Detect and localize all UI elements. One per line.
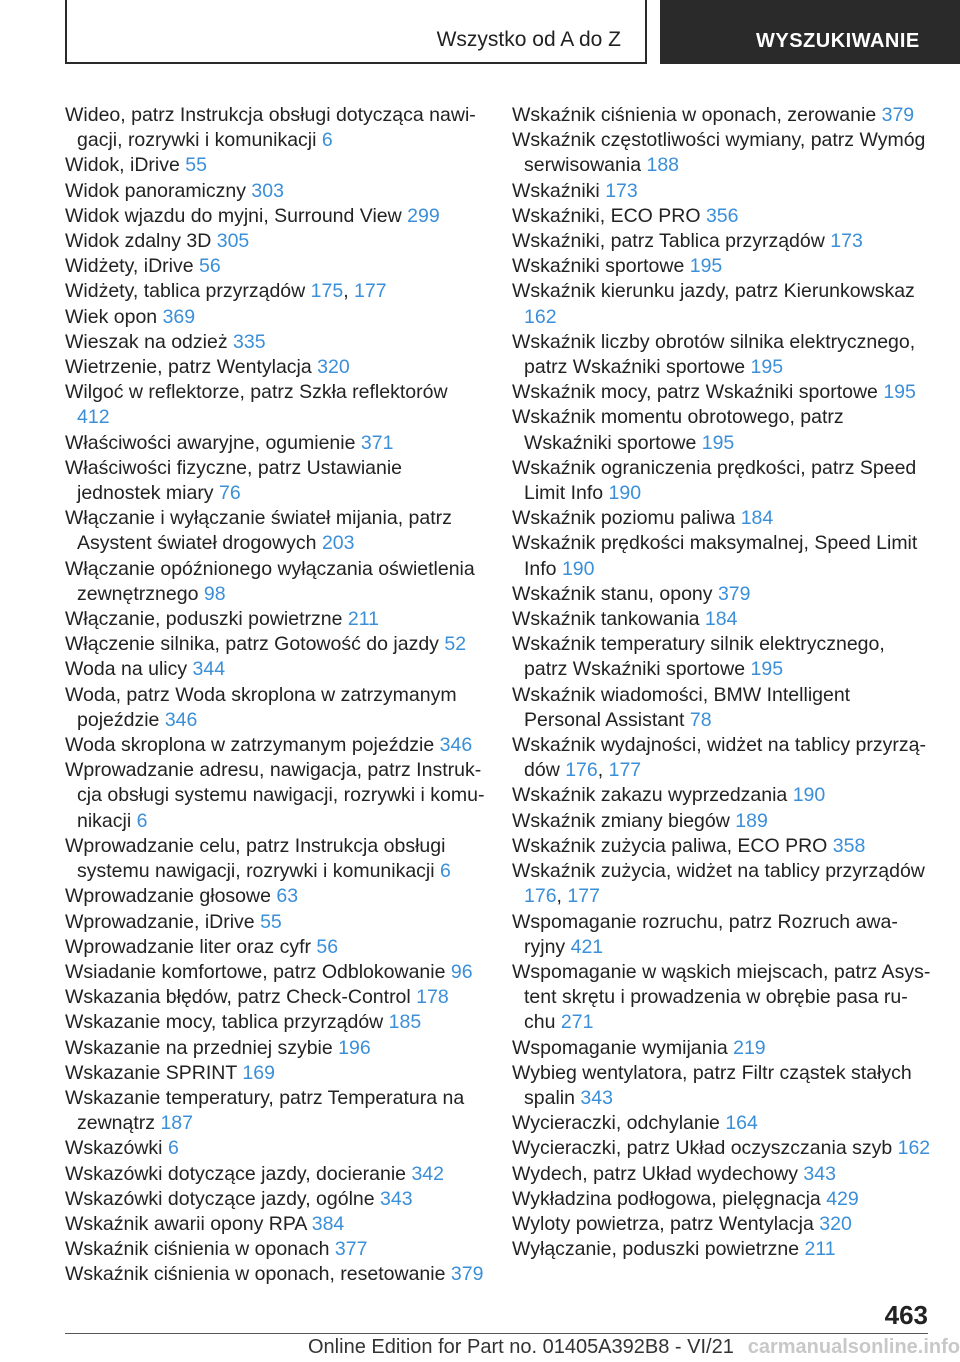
page-reference-link[interactable]: 343 (580, 1086, 613, 1109)
index-entry (512, 204, 932, 229)
index-entry (512, 103, 932, 128)
page-reference-link[interactable]: 164 (725, 1112, 758, 1135)
index-entry-text: Widok zdalny 3D (65, 230, 212, 253)
page-reference-link[interactable]: 188 (646, 154, 680, 177)
index-entry-text: Woda skroplona w zatrzymanym pojeździe (65, 734, 435, 757)
index-entry (65, 1212, 485, 1237)
index-entry (512, 456, 932, 506)
index-entry-text: Wskaźnik temperatury silnik elektrycznego, patrz Wskaźniki sportowe (512, 633, 885, 681)
page-reference-link[interactable]: 195 (750, 658, 784, 681)
index-entry-text: Widżety, iDrive (65, 255, 194, 278)
page-reference-link[interactable]: 173 (605, 179, 638, 202)
page-reference-link[interactable]: 76 (218, 482, 241, 505)
index-entry (512, 531, 932, 581)
page-reference-link[interactable]: 177 (567, 885, 600, 908)
page-reference-link[interactable]: 219 (733, 1036, 766, 1059)
index-entry-text: Wspomaganie wymijania (512, 1036, 728, 1059)
index-entry-text: Wskaźnik zmiany biegów (512, 809, 730, 832)
index-entry (512, 834, 932, 859)
page-reference-link[interactable]: 185 (388, 1011, 422, 1034)
index-entry: Widżety, tablica przyrządów 175, 177 (65, 280, 387, 303)
index-entry-text: Wiek opon (65, 305, 158, 328)
index-entry-text: Widok wjazdu do myjni, Surround View (65, 204, 402, 227)
tab-search[interactable]: WYSZUKIWANIE (660, 0, 960, 64)
index-entry-text: Włączanie, poduszki powietrzne (65, 608, 343, 631)
index-entry (65, 103, 485, 153)
index-entry (512, 683, 932, 733)
index-entry-text: Woda, patrz Woda skroplona w zatrzymanym pojeździe (65, 683, 457, 731)
index-entry (512, 380, 932, 405)
page-reference-link[interactable]: 343 (803, 1162, 836, 1185)
page-reference-link[interactable]: 176 (524, 885, 557, 908)
index-entry (65, 1061, 485, 1086)
index-entry (65, 380, 485, 430)
page-reference-link[interactable]: 169 (242, 1061, 275, 1084)
index-entry (65, 910, 485, 935)
page-reference-link[interactable]: 429 (826, 1187, 859, 1210)
page-reference-link[interactable]: 190 (792, 784, 826, 807)
index-entry-text: Wskaźnik ograniczenia prędkości, patrz Speed Limit Info (512, 456, 917, 505)
section-title: Wszystko od A do Z (436, 28, 621, 51)
page-reference-link[interactable]: 175 (310, 280, 344, 303)
index-entry (65, 431, 485, 456)
index-entry-text: Wskaźnik awarii opony RPA (65, 1212, 307, 1235)
page-reference-link[interactable]: 63 (276, 885, 299, 908)
footer-divider (65, 1333, 928, 1334)
index-entry-text: Wskaźnik tankowania (512, 608, 700, 631)
page-reference-link[interactable]: 303 (251, 179, 284, 202)
page-reference-link[interactable]: 55 (260, 910, 282, 933)
page-reference-link[interactable]: 299 (407, 204, 440, 227)
index-entry (512, 1061, 932, 1111)
page-reference-link[interactable]: 343 (380, 1187, 413, 1210)
index-entry (65, 179, 485, 204)
index-entry-text: Właściwości fizyczne, patrz Ustawianie jednostek miary (65, 456, 403, 505)
index-entry (512, 179, 932, 204)
page-reference-link[interactable]: 346 (439, 734, 473, 757)
index-entry-text: Widżety, tablica przyrządów (65, 280, 306, 303)
index-entry-text: Wyłączanie, poduszki powietrzne (512, 1238, 800, 1261)
page-reference-link[interactable]: 369 (162, 305, 196, 328)
page-reference-link[interactable]: 421 (570, 935, 604, 958)
index-entry (65, 506, 485, 556)
page-reference-link[interactable]: 184 (740, 507, 774, 530)
index-entry-text: Wskazówki (65, 1137, 163, 1160)
index-entry-text: Wycieraczki, odchylanie (512, 1112, 720, 1135)
index-entry (65, 1237, 485, 1262)
index-entry-text: Włączanie opóźnionego wyłączania oświetlenia zewnętrznego (65, 557, 475, 605)
index-entry-text: Wskaźnik kierunku jazdy, patrz Kierunkowskaz (512, 280, 915, 303)
page-reference-link[interactable]: 55 (185, 154, 207, 177)
index-entry-text: Wskaźnik momentu obrotowego, patrz Wskaźniki sportowe (512, 406, 844, 454)
index-entry (65, 1086, 485, 1136)
page-reference-link[interactable]: 377 (334, 1238, 368, 1261)
index-entry-text: Wskazówki dotyczące jazdy, docieranie (65, 1162, 407, 1185)
index-entry (65, 330, 485, 355)
index-entry-text: Wycieraczki, patrz Układ oczyszczania szyb (512, 1137, 893, 1160)
page-reference-link[interactable]: 178 (416, 986, 449, 1009)
index-entry-text: Wilgoć w reflektorze, patrz Szkła reflektorów (65, 381, 448, 404)
page-reference-link[interactable]: 190 (561, 557, 595, 580)
page-reference-link[interactable]: 162 (897, 1137, 931, 1160)
edition-note: Online Edition for Part no. 01405A392B8 - VI/21 (308, 1336, 734, 1358)
index-entry-text: Wskaźniki, ECO PRO (512, 204, 701, 227)
page-reference-link[interactable]: 176 (565, 759, 598, 782)
page-reference-link[interactable]: 195 (750, 356, 784, 379)
index-entry-text: Wskaźnik ciśnienia w oponach (65, 1238, 330, 1261)
index-entry (65, 607, 485, 632)
index-entry (65, 456, 485, 506)
index-entry-text: Wprowadzanie liter oraz cyfr (65, 935, 311, 958)
index-entry (512, 279, 932, 329)
index-entry (65, 1162, 485, 1187)
index-entry (65, 733, 485, 758)
page-reference-link[interactable]: 195 (883, 381, 916, 404)
page-reference-link[interactable]: 384 (311, 1212, 345, 1235)
index-entry-text: Wskaźnik zakazu wyprzedzania (512, 784, 788, 807)
page-reference-link[interactable]: 342 (411, 1162, 444, 1185)
page-reference-link[interactable]: 96 (450, 960, 473, 983)
index-entry (65, 985, 485, 1010)
page-reference-link[interactable]: 379 (881, 104, 915, 126)
page-reference-link[interactable]: 6 (321, 129, 333, 152)
page-reference-link[interactable]: 344 (192, 658, 226, 681)
page-reference-link[interactable]: 56 (199, 255, 221, 278)
index-entry-text: Wprowadzanie głosowe (65, 885, 271, 908)
index-entry-text: Wskaźniki (512, 179, 600, 202)
page-reference-link[interactable]: 52 (444, 633, 467, 656)
index-entry-text: Wykładzina podłogowa, pielęgnacja (512, 1187, 821, 1210)
index-entry (512, 1136, 932, 1161)
page-reference-link[interactable]: 6 (136, 809, 148, 832)
index-entry-text: Wskaźnik ciśnienia w oponach, resetowanie (65, 1263, 446, 1286)
index-entry (65, 254, 485, 279)
index-entry (65, 355, 485, 380)
page-reference-link[interactable]: 196 (338, 1036, 371, 1059)
index-entry (65, 305, 485, 330)
page-reference-link[interactable]: 211 (804, 1238, 836, 1261)
page-reference-link[interactable]: 98 (203, 582, 226, 605)
index-entry-text: Wyloty powietrza, patrz Wentylacja (512, 1212, 814, 1235)
page-reference-link[interactable]: 320 (317, 356, 350, 379)
index-entry (65, 229, 485, 254)
index-entry (512, 632, 932, 682)
index-entry-text: Wybieg wentylatora, patrz Filtr cząstek stałych spalin (512, 1061, 912, 1109)
index-entry-text: Wieszak na odzież (65, 330, 228, 353)
index-column-right (512, 103, 932, 1262)
page-reference-link[interactable]: 190 (608, 482, 642, 505)
page-reference-link[interactable]: 412 (77, 406, 110, 429)
index-entry (65, 204, 485, 229)
index-entry-text: Wskaźnik poziomu paliwa (512, 507, 736, 530)
index-entry-text: Wskazanie SPRINT (65, 1061, 237, 1084)
index-entry (65, 1187, 485, 1212)
index-entry (512, 254, 932, 279)
index-entry: Wskaźnik wydajności, widżet na tablicy przyrządów 176, 177 (512, 734, 926, 782)
page-reference-link[interactable]: 6 (167, 1137, 179, 1160)
index-entry (512, 582, 932, 607)
index-entry-text: Wspomaganie w wąskich miejscach, patrz Asystent skrętu i prowadzenia w obrębie pasa ruchu (512, 960, 931, 1034)
page-reference-link[interactable]: 195 (689, 255, 723, 278)
index-entry (512, 330, 932, 380)
index-entry-text: Wskazanie mocy, tablica przyrządów (65, 1011, 384, 1034)
index-entry-text: Włączanie i wyłączanie świateł mijania, patrz Asystent świateł drogowych (65, 507, 452, 555)
index-entry (65, 935, 485, 960)
index-entry (512, 960, 932, 1036)
page-reference-link[interactable]: 173 (830, 230, 863, 253)
index-entry (512, 128, 932, 178)
index-entry-text: Wsiadanie komfortowe, patrz Odblokowanie (65, 960, 446, 983)
index-entry (65, 758, 485, 834)
index-entry (512, 1187, 932, 1212)
page-reference-link[interactable]: 203 (321, 532, 355, 555)
index-entry-text: Wskaźnik zużycia, widżet na tablicy przyrządów (512, 860, 925, 883)
index-entry (512, 1036, 932, 1061)
index-entry-text: Wskaźnik liczby obrotów silnika elektrycznego, patrz Wskaźniki sportowe (512, 330, 916, 379)
index-entry-text: Wskaźnik mocy, patrz Wskaźniki sportowe (512, 381, 878, 404)
index-entry (65, 153, 485, 178)
index-entry-text: Wskaźnik wiadomości, BMW Intelligent Personal Assistant (512, 683, 851, 731)
index-entry (65, 1136, 485, 1161)
index-entry-text: Wskaźnik stanu, opony (512, 582, 713, 605)
index-entry (512, 607, 932, 632)
index-entry (65, 834, 485, 884)
index-entry (512, 506, 932, 531)
index-entry (512, 405, 932, 455)
page-reference-link[interactable]: 162 (524, 305, 557, 328)
index-entry (65, 1036, 485, 1061)
index-entry (512, 229, 932, 254)
index-entry (512, 783, 932, 808)
index-entry (512, 1212, 932, 1237)
index-entry-text: Wskaźnik wydajności, widżet na tablicy przyrządów (512, 734, 926, 782)
page-reference-link[interactable]: 346 (164, 708, 198, 731)
index-entry-text: Wietrzenie, patrz Wentylacja (65, 356, 312, 379)
index-entry-text: Wskaźnik prędkości maksymalnej, Speed Limit Info (512, 532, 918, 580)
index-entry (65, 1262, 485, 1287)
page-reference-link[interactable]: 189 (735, 809, 768, 832)
index-entry-text: Wskazanie na przedniej szybie (65, 1036, 333, 1059)
page-reference-link[interactable]: 177 (608, 759, 642, 782)
index-entry (65, 960, 485, 985)
index-entry-text: Wprowadzanie celu, patrz Instrukcja obsługi systemu nawigacji, rozrywki i komunikacji (65, 834, 446, 883)
index-entry (65, 884, 485, 909)
watermark: carmanualsonline.info (747, 1336, 960, 1358)
index-entry (65, 1010, 485, 1035)
page-number: 463 (884, 1300, 928, 1330)
index-entry (512, 809, 932, 834)
index-entry-text: Wskazania błędów, patrz Check-Control (65, 986, 411, 1009)
page-reference-link[interactable]: 356 (705, 204, 739, 227)
page-reference-link[interactable]: 184 (704, 608, 738, 631)
index-entry-text: Wideo, patrz Instrukcja obsługi dotycząca nawigacji, rozrywki i komunikacji (65, 104, 476, 152)
page-reference-link[interactable]: 6 (440, 860, 451, 883)
index-entry: Wskaźnik zużycia, widżet na tablicy przyrządów 176, 177 (512, 860, 925, 908)
index-entry-text: Widok panoramiczny (65, 179, 246, 202)
index-entry-text: Właściwości awaryjne, ogumienie (65, 431, 356, 454)
page-reference-link[interactable]: 187 (160, 1112, 193, 1135)
page-reference-link[interactable]: 379 (450, 1263, 484, 1286)
index-entry-text: Wskaźnik częstotliwości wymiany, patrz Wymóg serwisowania (512, 129, 926, 177)
index-entry-text: Wprowadzanie, iDrive (65, 910, 255, 933)
index-column-left (65, 103, 485, 1288)
index-entry-text: Widok, iDrive (65, 154, 180, 177)
index-entry-text: Wskazanie temperatury, patrz Temperatura na zewnątrz (65, 1086, 465, 1135)
page-reference-link[interactable]: 371 (360, 431, 394, 454)
index-entry (512, 1237, 932, 1262)
page-reference-link[interactable]: 379 (717, 582, 751, 605)
page-reference-link[interactable]: 271 (560, 1011, 594, 1034)
index-entry-text: Wskaźnik ciśnienia w oponach, zerowanie (512, 104, 877, 126)
index-entry (65, 683, 485, 733)
page-reference-link[interactable]: 177 (354, 280, 387, 303)
index-entry (65, 557, 485, 607)
index-entry-text: Wprowadzanie adresu, nawigacja, patrz Instrukcja obsługi systemu nawigacji, rozrywki i komunikacji (65, 759, 485, 832)
page-reference-link[interactable]: 358 (832, 834, 866, 857)
index-entry (512, 1162, 932, 1187)
header-section-box (65, 0, 647, 64)
index-entry (65, 657, 485, 682)
index-entry-text: Wskaźniki, patrz Tablica przyrządów (512, 230, 825, 253)
page-reference-link[interactable]: 211 (347, 608, 379, 631)
index-entry (512, 910, 932, 960)
index-entry (512, 1111, 932, 1136)
index-entry (65, 632, 485, 657)
index-entry-text: Wspomaganie rozruchu, patrz Rozruch awaryjny (512, 910, 898, 958)
index-entry-text: Wskazówki dotyczące jazdy, ogólne (65, 1187, 375, 1210)
index-entry-text: Wskaźniki sportowe (512, 255, 685, 278)
index-entry-text: Wskaźnik zużycia paliwa, ECO PRO (512, 834, 828, 857)
page-reference-link[interactable]: 320 (819, 1212, 852, 1235)
page-reference-link[interactable]: 56 (316, 935, 339, 958)
page-reference-link[interactable]: 78 (689, 708, 712, 731)
page-reference-link[interactable]: 305 (216, 230, 250, 253)
index-entry-text: Wydech, patrz Układ wydechowy (512, 1162, 798, 1185)
page-reference-link[interactable]: 335 (233, 330, 266, 353)
page-reference-link[interactable]: 195 (701, 431, 735, 454)
index-entry-text: Włączenie silnika, patrz Gotowość do jazdy (65, 633, 439, 656)
index-entry-text: Woda na ulicy (65, 658, 188, 681)
